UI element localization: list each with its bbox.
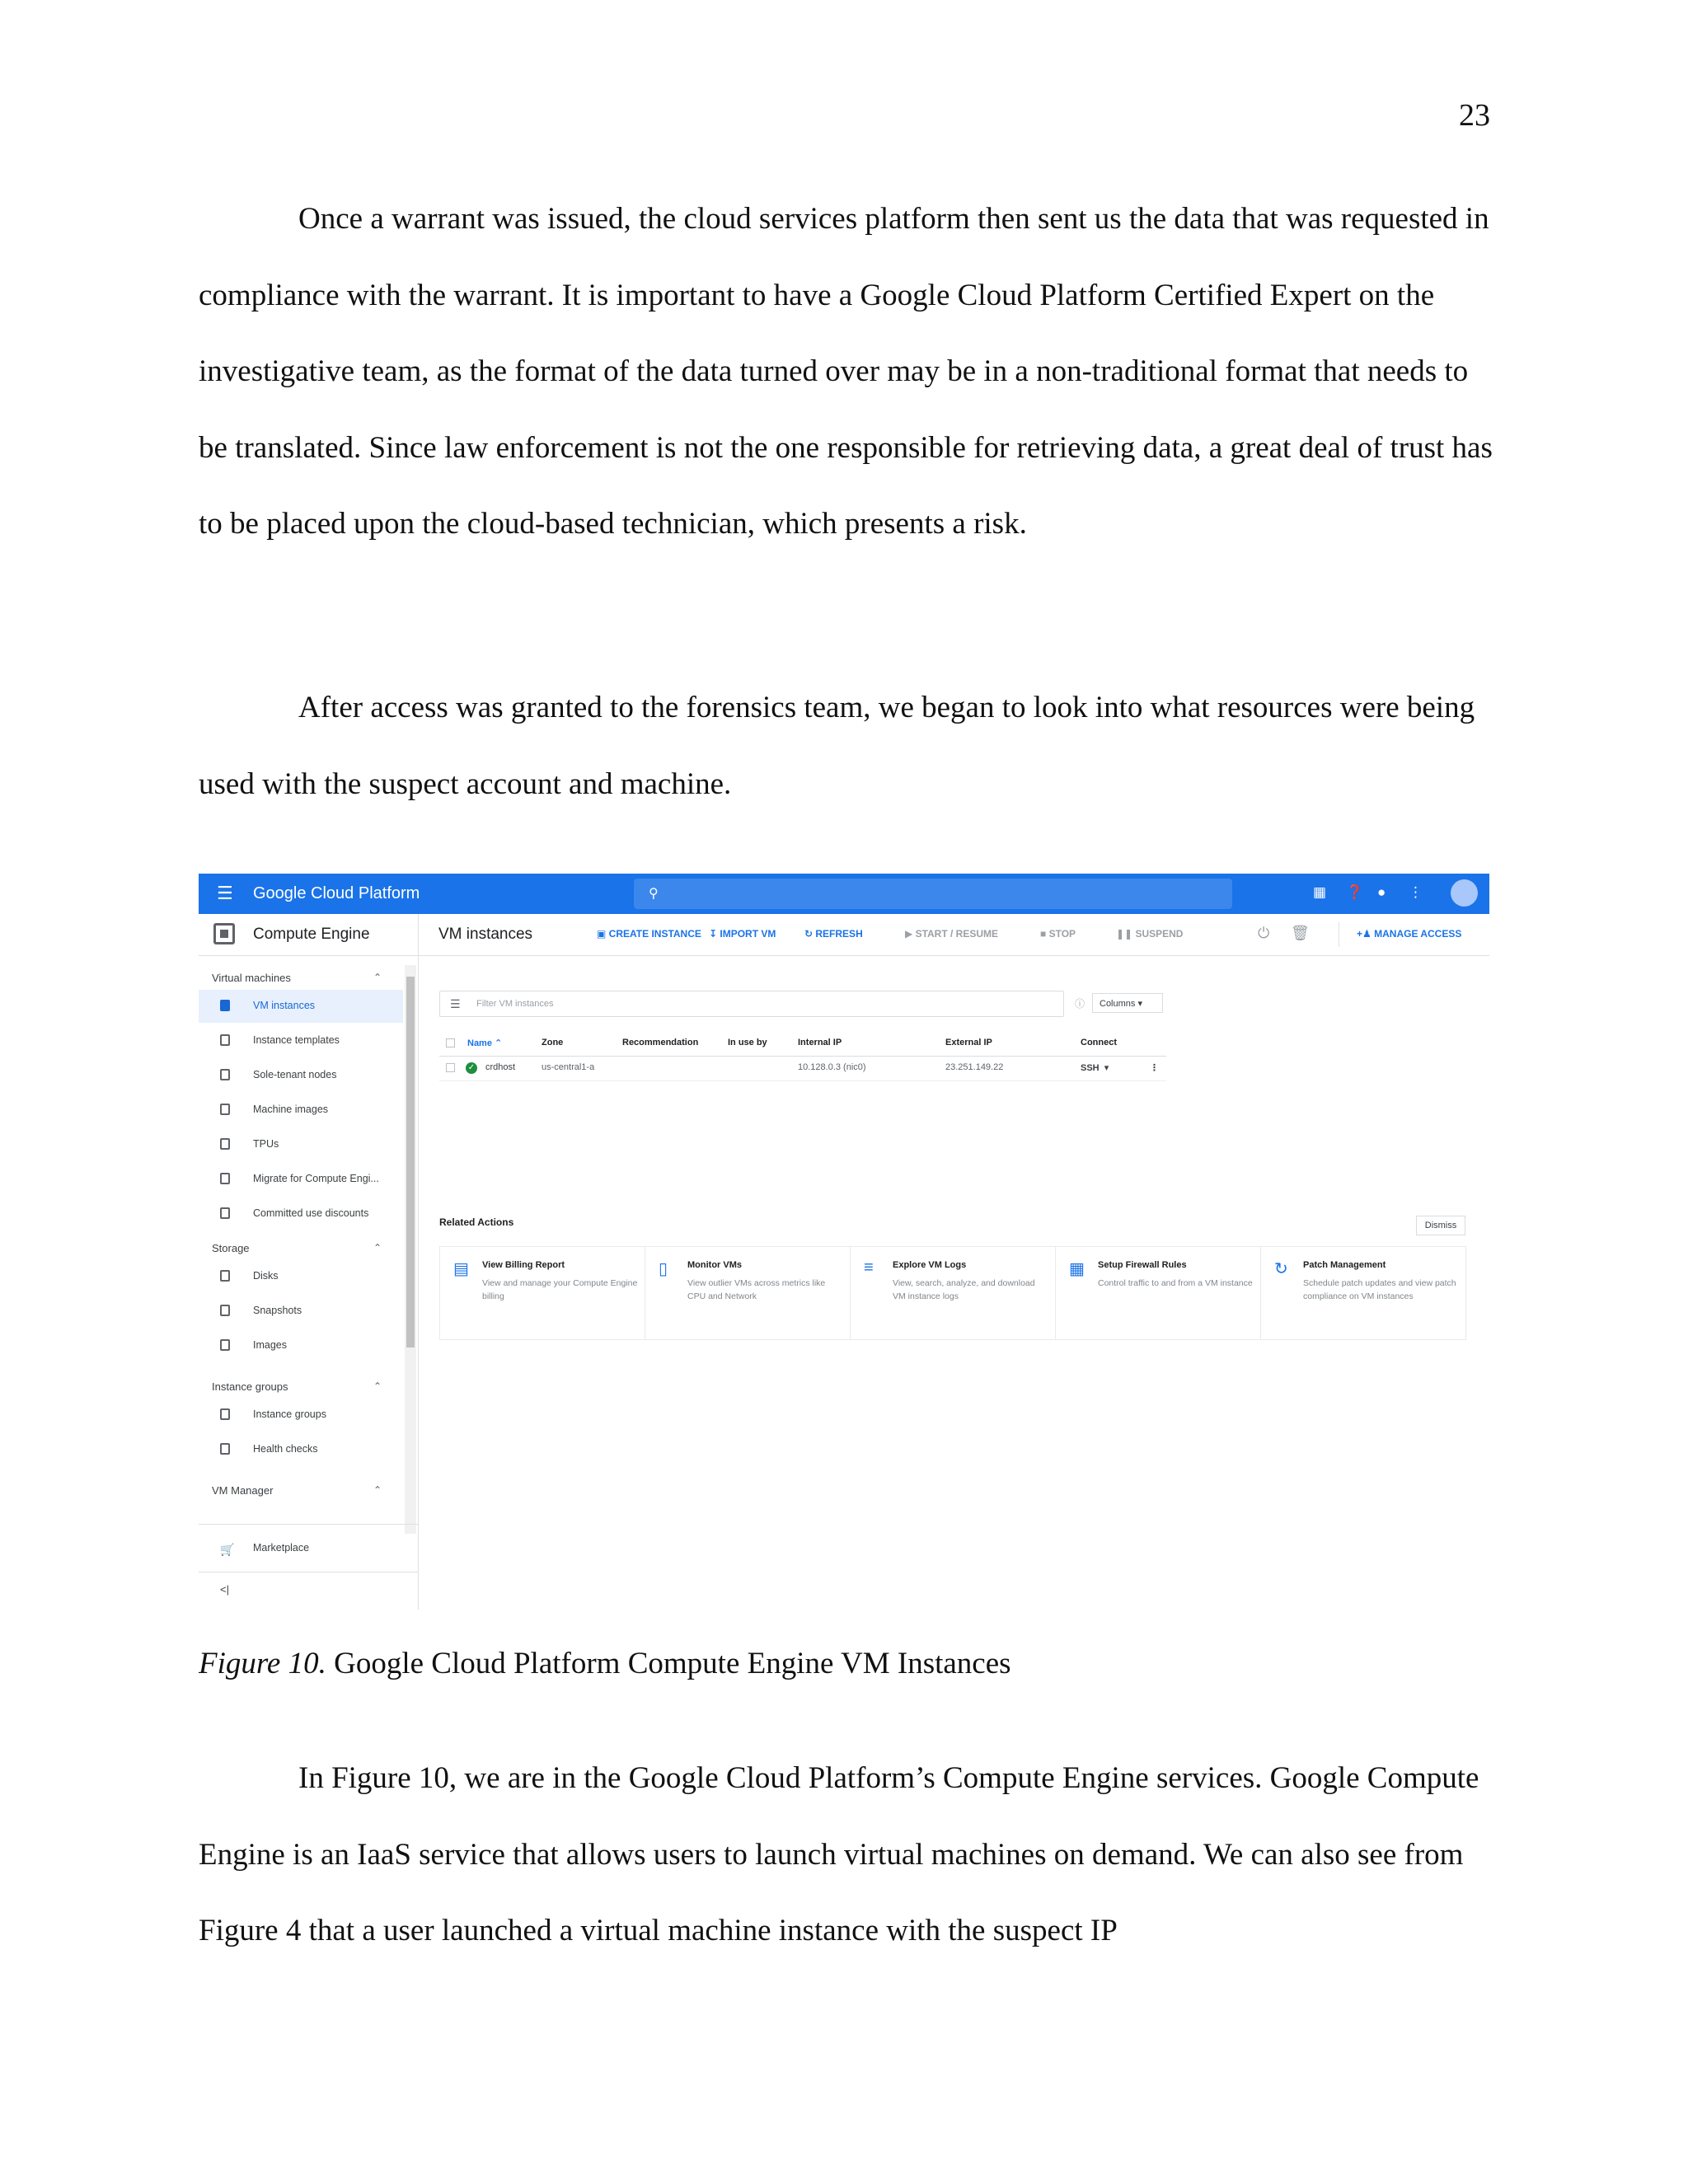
card-description: Control traffic to and from a VM instance bbox=[1098, 1278, 1253, 1288]
stop-icon: ■ bbox=[1040, 928, 1049, 940]
tpus-icon bbox=[220, 1138, 230, 1150]
card-title: Explore VM Logs bbox=[893, 1260, 967, 1270]
column-header-connect: Connect bbox=[1081, 1038, 1117, 1047]
dismiss-button[interactable]: Dismiss bbox=[1416, 1216, 1465, 1235]
sidebar-header bbox=[199, 914, 418, 956]
sidebar-item-label: Committed use discounts bbox=[253, 1207, 369, 1219]
card-billing-report[interactable] bbox=[440, 1247, 645, 1339]
images-icon bbox=[220, 1339, 230, 1351]
card-explore-vm-logs[interactable] bbox=[851, 1247, 1056, 1339]
credit-card-icon: ▤ bbox=[453, 1260, 469, 1278]
dropdown-arrow-icon: ▾ bbox=[1137, 999, 1142, 1009]
chevron-up-icon[interactable]: ⌃ bbox=[373, 972, 382, 983]
power-icon[interactable]: ⏻ bbox=[1258, 925, 1270, 941]
sidebar-item-disks[interactable] bbox=[199, 1260, 403, 1293]
person-add-icon: +♟ bbox=[1357, 928, 1375, 940]
patch-sync-icon: ↻ bbox=[1274, 1260, 1288, 1278]
sidebar-item-label: Images bbox=[253, 1339, 287, 1351]
sidebar-title: Compute Engine bbox=[253, 926, 370, 943]
button-label: IMPORT VM bbox=[720, 928, 776, 940]
filter-icon: ☰ bbox=[450, 997, 461, 1010]
card-description: View, search, analyze, and download VM instance logs bbox=[893, 1278, 1035, 1301]
card-description: View and manage your Compute Engine billing bbox=[482, 1278, 638, 1301]
sidebar-item-committed-use-discounts[interactable] bbox=[199, 1197, 403, 1230]
column-header-zone[interactable]: Zone bbox=[542, 1038, 564, 1047]
sidebar-item-images[interactable] bbox=[199, 1329, 403, 1362]
scrollbar-thumb[interactable] bbox=[406, 977, 415, 1347]
manage-access-button[interactable] bbox=[1357, 928, 1461, 940]
sidebar-item-label: Migrate for Compute Engi... bbox=[253, 1173, 379, 1184]
table-header-row bbox=[439, 1031, 1166, 1057]
sidebar-scrollbar[interactable] bbox=[405, 965, 416, 1534]
sidebar-item-marketplace[interactable] bbox=[199, 1524, 418, 1571]
sidebar-item-machine-images[interactable] bbox=[199, 1094, 403, 1127]
discounts-icon bbox=[220, 1207, 230, 1219]
instance-internal-ip: 10.128.0.3 (nic0) bbox=[798, 1062, 866, 1072]
health-checks-icon bbox=[220, 1443, 230, 1455]
select-all-checkbox[interactable] bbox=[446, 1038, 455, 1047]
cart-icon: 🛒 bbox=[220, 1543, 235, 1556]
row-checkbox[interactable] bbox=[446, 1063, 455, 1072]
column-header-recommendation[interactable]: Recommendation bbox=[622, 1038, 699, 1047]
row-more-vert-icon[interactable]: ⋮ bbox=[1150, 1063, 1159, 1073]
section-instance-groups: Instance groups bbox=[212, 1380, 288, 1393]
section-vm-manager: VM Manager bbox=[212, 1484, 274, 1497]
stop-button[interactable] bbox=[1040, 928, 1076, 940]
column-header-name[interactable] bbox=[467, 1038, 502, 1048]
sidebar-item-tpus[interactable] bbox=[199, 1128, 403, 1161]
button-label: REFRESH bbox=[815, 928, 863, 940]
sidebar bbox=[199, 914, 419, 1610]
hamburger-menu-icon[interactable]: ☰ bbox=[217, 883, 233, 903]
sidebar-item-label: Sole-tenant nodes bbox=[253, 1069, 337, 1080]
button-label: MANAGE ACCESS bbox=[1374, 928, 1462, 940]
firewall-icon: ▦ bbox=[1069, 1260, 1085, 1278]
section-virtual-machines: Virtual machines bbox=[212, 972, 291, 984]
main-content bbox=[419, 914, 1489, 1610]
refresh-icon: ↻ bbox=[804, 928, 816, 940]
create-instance-button[interactable] bbox=[597, 928, 701, 940]
avatar[interactable] bbox=[1451, 879, 1478, 907]
card-patch-management[interactable] bbox=[1261, 1247, 1466, 1339]
machine-images-icon bbox=[220, 1104, 230, 1115]
button-label: SUSPEND bbox=[1135, 928, 1184, 940]
snapshots-icon bbox=[220, 1305, 230, 1316]
figure-caption-text: Google Cloud Platform Compute Engine VM Instances bbox=[326, 1647, 1011, 1680]
sort-up-icon: ⌃ bbox=[495, 1038, 503, 1048]
related-actions-cards bbox=[439, 1246, 1466, 1340]
sidebar-item-label: VM instances bbox=[253, 1000, 316, 1011]
instance-zone: us-central1-a bbox=[542, 1062, 595, 1072]
add-box-icon: ▣ bbox=[597, 928, 609, 940]
search-icon: ⚲ bbox=[649, 887, 659, 901]
play-icon: ▶ bbox=[905, 928, 916, 940]
dropdown-arrow-icon: ▾ bbox=[1104, 1063, 1109, 1073]
brand-title: Google Cloud Platform bbox=[253, 884, 420, 902]
column-header-in-use-by[interactable]: In use by bbox=[728, 1038, 767, 1047]
ssh-connect-button[interactable] bbox=[1081, 1062, 1109, 1073]
page-title: VM instances bbox=[438, 926, 533, 943]
instance-templates-icon bbox=[220, 1034, 230, 1046]
start-resume-button[interactable] bbox=[905, 928, 998, 940]
sidebar-item-snapshots[interactable] bbox=[199, 1295, 403, 1328]
card-title: Setup Firewall Rules bbox=[1098, 1260, 1187, 1270]
header-label: Name bbox=[467, 1038, 492, 1048]
card-monitor-vms[interactable] bbox=[645, 1247, 851, 1339]
paragraph-figure-10: In Figure 10, we are in the Google Cloud Platform’s Compute Engine services. Google Compute Engine is an IaaS service that allows users to launch virtual machines on demand. We can also see from Figure 4 that a user launched a virtual machine instance with the suspect IP bbox=[199, 1761, 1479, 1947]
download-icon: ↧ bbox=[709, 928, 720, 940]
filter-input[interactable] bbox=[439, 991, 1064, 1017]
sidebar-item-vm-instances[interactable] bbox=[199, 990, 403, 1023]
card-title: View Billing Report bbox=[482, 1260, 565, 1270]
sidebar-item-health-checks[interactable] bbox=[199, 1433, 403, 1466]
table-row[interactable] bbox=[439, 1056, 1166, 1081]
sidebar-item-label: Disks bbox=[253, 1270, 279, 1282]
sidebar-item-instance-templates[interactable] bbox=[199, 1024, 403, 1057]
bar-chart-icon: ▯ bbox=[659, 1260, 668, 1278]
search-bar[interactable] bbox=[634, 879, 1232, 909]
figure-caption bbox=[199, 1646, 1011, 1681]
chevron-up-icon[interactable]: ⌃ bbox=[373, 1380, 382, 1392]
paragraph-access: After access was granted to the forensics team, we began to look into what resources were being used with the suspect account and machine. bbox=[199, 691, 1475, 801]
disks-icon bbox=[220, 1270, 230, 1282]
instance-groups-icon bbox=[220, 1408, 230, 1420]
sidebar-item-label: TPUs bbox=[253, 1138, 279, 1150]
sole-tenant-nodes-icon bbox=[220, 1069, 230, 1080]
help-icon[interactable]: ❓ bbox=[1346, 884, 1364, 900]
logs-icon: ≡ bbox=[864, 1258, 874, 1277]
chevron-up-icon[interactable]: ⌃ bbox=[373, 1242, 382, 1254]
card-firewall-rules[interactable] bbox=[1056, 1247, 1261, 1339]
cloud-shell-icon[interactable]: ▦ bbox=[1313, 884, 1327, 900]
button-label: STOP bbox=[1048, 928, 1076, 940]
more-vert-icon[interactable]: ⋮ bbox=[1409, 884, 1423, 900]
figure-label: Figure 10. bbox=[199, 1647, 326, 1680]
sidebar-item-migrate[interactable] bbox=[199, 1163, 403, 1196]
running-status-icon: ✓ bbox=[466, 1062, 477, 1074]
collapse-sidebar-button[interactable]: <| bbox=[220, 1583, 229, 1596]
card-title: Monitor VMs bbox=[687, 1260, 742, 1270]
suspend-button[interactable] bbox=[1116, 928, 1183, 940]
card-description: Schedule patch updates and view patch compliance on VM instances bbox=[1303, 1278, 1456, 1301]
instance-external-ip: 23.251.149.22 bbox=[945, 1062, 1004, 1072]
sidebar-item-label: Instance templates bbox=[253, 1034, 340, 1046]
migrate-icon bbox=[220, 1173, 230, 1184]
toolbar bbox=[419, 914, 1489, 956]
vm-instances-icon bbox=[220, 1000, 230, 1011]
sidebar-item-instance-groups[interactable] bbox=[199, 1399, 403, 1432]
related-actions-title: Related Actions bbox=[439, 1216, 514, 1228]
filter-placeholder: Filter VM instances bbox=[476, 999, 554, 1009]
columns-label: Columns bbox=[1100, 999, 1136, 1009]
column-header-internal-ip[interactable]: Internal IP bbox=[798, 1038, 842, 1047]
card-title: Patch Management bbox=[1303, 1260, 1386, 1270]
sidebar-item-label: Machine images bbox=[253, 1104, 329, 1115]
gcp-top-bar bbox=[199, 874, 1489, 914]
sidebar-item-label: Marketplace bbox=[253, 1542, 310, 1554]
import-vm-button[interactable] bbox=[709, 928, 776, 940]
sidebar-item-label: Snapshots bbox=[253, 1305, 302, 1316]
delete-icon[interactable]: 🗑 bbox=[1291, 925, 1310, 941]
notifications-bell-icon[interactable]: ● bbox=[1377, 884, 1386, 900]
page-number: 23 bbox=[1459, 98, 1490, 133]
button-label: CREATE INSTANCE bbox=[608, 928, 701, 940]
sidebar-item-sole-tenant-nodes[interactable] bbox=[199, 1059, 403, 1092]
button-label: START / RESUME bbox=[915, 928, 999, 940]
instance-name[interactable]: crdhost bbox=[485, 1062, 516, 1072]
gcp-screenshot bbox=[199, 874, 1489, 1610]
ssh-label: SSH bbox=[1081, 1063, 1100, 1073]
chevron-up-icon[interactable]: ⌃ bbox=[373, 1484, 382, 1496]
sidebar-item-label: Health checks bbox=[253, 1443, 318, 1455]
help-circle-icon[interactable]: ⓘ bbox=[1075, 998, 1085, 1010]
section-storage: Storage bbox=[212, 1242, 250, 1254]
sidebar-item-label: Instance groups bbox=[253, 1408, 326, 1420]
compute-engine-chip-icon bbox=[213, 923, 235, 944]
column-header-external-ip[interactable]: External IP bbox=[945, 1038, 992, 1047]
refresh-button[interactable] bbox=[804, 928, 863, 940]
pause-icon: ❚❚ bbox=[1116, 928, 1136, 940]
card-description: View outlier VMs across metrics like CPU and Network bbox=[687, 1278, 826, 1301]
columns-dropdown[interactable] bbox=[1092, 993, 1163, 1013]
paragraph-warrant: Once a warrant was issued, the cloud services platform then sent us the data that was requested in compliance with the warrant. It is important to have a Google Cloud Platform Certified Expert on the investigative team, as the format of the data turned over may be in a non-traditional format that needs to be translated. Since law enforcement is not the one responsible for retrieving data, a great deal of trust has to be placed upon the cloud-based technician, which presents a risk. bbox=[199, 202, 1493, 541]
